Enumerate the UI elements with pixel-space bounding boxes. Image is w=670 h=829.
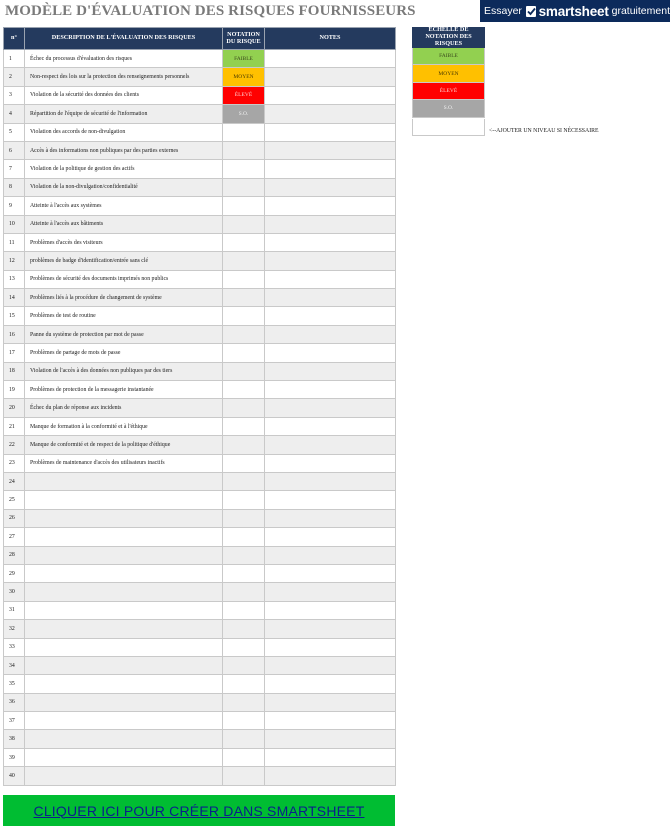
risk-assessment-table [3, 27, 396, 786]
row-description-cell[interactable] [25, 564, 223, 582]
row-number-cell: 25 [4, 491, 25, 509]
row-description-cell[interactable] [25, 730, 223, 748]
row-notes-cell[interactable] [265, 381, 396, 399]
table-row [4, 656, 396, 674]
row-description-cell[interactable]: Problèmes de sécurité des documents imprimés non publics [25, 270, 223, 288]
table-row [4, 86, 396, 104]
checkmark-icon [526, 6, 536, 17]
row-notes-cell[interactable] [265, 233, 396, 251]
add-level-note: <--AJOUTER UN NIVEAU SI NÉCESSAIRE [489, 128, 599, 134]
row-number-cell: 11 [4, 233, 25, 251]
table-row [4, 509, 396, 527]
row-description-cell[interactable] [25, 748, 223, 766]
table-row [4, 123, 396, 141]
row-description-cell[interactable] [25, 712, 223, 730]
table-row [4, 601, 396, 619]
table-row [4, 362, 396, 380]
row-rating-cell[interactable] [223, 509, 265, 527]
smartsheet-trial-banner[interactable] [480, 0, 670, 22]
row-number-cell: 4 [4, 105, 25, 123]
row-number-cell: 2 [4, 68, 25, 86]
row-rating-cell[interactable] [223, 215, 265, 233]
table-row [4, 675, 396, 693]
row-rating-cell[interactable]: MOYEN [223, 68, 265, 86]
row-number-cell: 32 [4, 620, 25, 638]
row-notes-cell[interactable] [265, 178, 396, 196]
row-description-cell[interactable]: Problèmes de test de routine [25, 307, 223, 325]
row-notes-cell[interactable] [265, 454, 396, 472]
row-number-cell: 21 [4, 417, 25, 435]
header-num: n° [4, 28, 25, 50]
row-number-cell: 18 [4, 362, 25, 380]
row-number-cell: 12 [4, 252, 25, 270]
row-number-cell: 9 [4, 197, 25, 215]
row-notes-cell[interactable] [265, 693, 396, 711]
row-notes-cell[interactable] [265, 344, 396, 362]
row-rating-cell[interactable] [223, 564, 265, 582]
table-row [4, 252, 396, 270]
row-description-cell[interactable]: Problèmes d'accès des visiteurs [25, 233, 223, 251]
row-notes-cell[interactable] [265, 215, 396, 233]
row-rating-cell[interactable] [223, 748, 265, 766]
row-number-cell: 5 [4, 123, 25, 141]
row-rating-cell[interactable] [223, 307, 265, 325]
table-row [4, 436, 396, 454]
row-number-cell: 28 [4, 546, 25, 564]
row-number-cell: 38 [4, 730, 25, 748]
header-description: DESCRIPTION DE L'ÉVALUATION DES RISQUES [25, 28, 223, 50]
table-header-row [4, 28, 396, 50]
table-row [4, 307, 396, 325]
row-notes-cell[interactable] [265, 620, 396, 638]
row-notes-cell[interactable] [265, 160, 396, 178]
table-row [4, 160, 396, 178]
banner-prefix: Essayer [484, 5, 522, 17]
row-description-cell[interactable]: Accès à des informations non publiques par des parties externes [25, 141, 223, 159]
row-notes-cell[interactable] [265, 472, 396, 490]
row-number-cell: 39 [4, 748, 25, 766]
scale-level-moyen[interactable]: MOYEN [412, 65, 485, 82]
row-notes-cell[interactable] [265, 197, 396, 215]
row-notes-cell[interactable] [265, 141, 396, 159]
row-rating-cell[interactable] [223, 528, 265, 546]
row-description-cell[interactable]: Problèmes de maintenance d'accès des utilisateurs inactifs [25, 454, 223, 472]
row-notes-cell[interactable] [265, 399, 396, 417]
row-rating-cell[interactable] [223, 638, 265, 656]
table-row [4, 546, 396, 564]
risk-scale-legend [412, 27, 485, 136]
row-notes-cell[interactable] [265, 270, 396, 288]
table-row [4, 105, 396, 123]
row-description-cell[interactable] [25, 472, 223, 490]
row-description-cell[interactable] [25, 656, 223, 674]
row-number-cell: 35 [4, 675, 25, 693]
row-rating-cell[interactable] [223, 491, 265, 509]
table-row [4, 748, 396, 766]
header-rating: NOTATION DU RISQUE [223, 28, 265, 50]
table-row [4, 638, 396, 656]
scale-header: ÉCHELLE DE NOTATION DES RISQUES [412, 27, 485, 48]
row-number-cell: 1 [4, 50, 25, 68]
row-rating-cell[interactable] [223, 767, 265, 785]
row-notes-cell[interactable] [265, 767, 396, 785]
row-description-cell[interactable]: Manque de conformité et de respect de la politique d'éthique [25, 436, 223, 454]
row-notes-cell[interactable] [265, 712, 396, 730]
table-row [4, 233, 396, 251]
row-rating-cell[interactable] [223, 583, 265, 601]
row-rating-cell[interactable] [223, 270, 265, 288]
row-notes-cell[interactable] [265, 528, 396, 546]
row-description-cell[interactable]: Échec du processus d'évaluation des risques [25, 50, 223, 68]
table-row [4, 178, 396, 196]
table-row [4, 528, 396, 546]
row-rating-cell[interactable] [223, 344, 265, 362]
table-row [4, 564, 396, 582]
row-number-cell: 6 [4, 141, 25, 159]
table-row [4, 289, 396, 307]
table-row [4, 270, 396, 288]
table-row [4, 693, 396, 711]
page-title: MODÈLE D'ÉVALUATION DES RISQUES FOURNISSEURS [5, 3, 416, 19]
row-number-cell: 40 [4, 767, 25, 785]
row-description-cell[interactable] [25, 509, 223, 527]
row-rating-cell[interactable] [223, 620, 265, 638]
row-number-cell: 22 [4, 436, 25, 454]
table-row [4, 730, 396, 748]
row-rating-cell[interactable] [223, 123, 265, 141]
row-notes-cell[interactable] [265, 252, 396, 270]
row-number-cell: 29 [4, 564, 25, 582]
header-notes: NOTES [265, 28, 396, 50]
row-description-cell[interactable] [25, 546, 223, 564]
row-number-cell: 30 [4, 583, 25, 601]
row-description-cell[interactable] [25, 675, 223, 693]
row-rating-cell[interactable] [223, 399, 265, 417]
row-number-cell: 13 [4, 270, 25, 288]
row-notes-cell[interactable] [265, 362, 396, 380]
row-description-cell[interactable] [25, 767, 223, 785]
table-row [4, 620, 396, 638]
row-notes-cell[interactable] [265, 748, 396, 766]
table-row [4, 215, 396, 233]
row-description-cell[interactable]: Problèmes liés à la procédure de changement de système [25, 289, 223, 307]
row-rating-cell[interactable] [223, 141, 265, 159]
table-row [4, 712, 396, 730]
scale-level-faible[interactable]: FAIBLE [412, 48, 485, 65]
scale-level-custom[interactable] [412, 119, 485, 136]
row-rating-cell[interactable] [223, 656, 265, 674]
row-number-cell: 27 [4, 528, 25, 546]
row-rating-cell[interactable] [223, 233, 265, 251]
row-number-cell: 24 [4, 472, 25, 490]
row-number-cell: 31 [4, 601, 25, 619]
row-description-cell[interactable]: Non-respect des lois sur la protection des renseignements personnels [25, 68, 223, 86]
row-notes-cell[interactable] [265, 86, 396, 104]
row-description-cell[interactable]: Échec du plan de réponse aux incidents [25, 399, 223, 417]
row-rating-cell[interactable]: ÉLEVÉ [223, 86, 265, 104]
row-description-cell[interactable]: Atteinte à l'accès aux systèmes [25, 197, 223, 215]
row-description-cell[interactable]: problèmes de badge d'identification/entrée sans clé [25, 252, 223, 270]
row-rating-cell[interactable] [223, 178, 265, 196]
row-notes-cell[interactable] [265, 68, 396, 86]
row-description-cell[interactable] [25, 638, 223, 656]
row-number-cell: 37 [4, 712, 25, 730]
row-rating-cell[interactable] [223, 730, 265, 748]
row-notes-cell[interactable] [265, 638, 396, 656]
row-number-cell: 34 [4, 656, 25, 674]
row-notes-cell[interactable] [265, 491, 396, 509]
row-rating-cell[interactable] [223, 381, 265, 399]
banner-brand: smartsheet [538, 3, 609, 19]
row-rating-cell[interactable] [223, 417, 265, 435]
banner-suffix: gratuitement [611, 5, 670, 17]
create-in-smartsheet-button[interactable] [3, 795, 395, 826]
table-row [4, 141, 396, 159]
table-row [4, 472, 396, 490]
row-rating-cell[interactable] [223, 362, 265, 380]
row-rating-cell[interactable] [223, 675, 265, 693]
row-notes-cell[interactable] [265, 583, 396, 601]
row-notes-cell[interactable] [265, 289, 396, 307]
table-row [4, 491, 396, 509]
row-notes-cell[interactable] [265, 325, 396, 343]
table-row [4, 325, 396, 343]
table-row [4, 583, 396, 601]
row-number-cell: 23 [4, 454, 25, 472]
row-rating-cell[interactable] [223, 472, 265, 490]
row-number-cell: 15 [4, 307, 25, 325]
table-row [4, 68, 396, 86]
row-rating-cell[interactable] [223, 712, 265, 730]
row-notes-cell[interactable] [265, 436, 396, 454]
row-notes-cell[interactable] [265, 675, 396, 693]
row-rating-cell[interactable] [223, 325, 265, 343]
row-description-cell[interactable] [25, 491, 223, 509]
row-rating-cell[interactable] [223, 252, 265, 270]
table-row [4, 417, 396, 435]
row-notes-cell[interactable] [265, 656, 396, 674]
row-description-cell[interactable] [25, 693, 223, 711]
cta-label[interactable]: CLIQUER ICI POUR CRÉER DANS SMARTSHEET [33, 802, 365, 819]
row-rating-cell[interactable]: S.O. [223, 105, 265, 123]
table-row [4, 197, 396, 215]
table-row [4, 767, 396, 785]
row-description-cell[interactable]: Problèmes de partage de mots de passe [25, 344, 223, 362]
row-notes-cell[interactable] [265, 730, 396, 748]
row-description-cell[interactable]: Problèmes de protection de la messagerie instantanée [25, 381, 223, 399]
row-rating-cell[interactable] [223, 546, 265, 564]
row-number-cell: 17 [4, 344, 25, 362]
row-number-cell: 10 [4, 215, 25, 233]
row-number-cell: 3 [4, 86, 25, 104]
row-description-cell[interactable]: Répartition de l'équipe de sécurité de l'information [25, 105, 223, 123]
row-number-cell: 33 [4, 638, 25, 656]
row-notes-cell[interactable] [265, 564, 396, 582]
row-rating-cell[interactable] [223, 160, 265, 178]
row-description-cell[interactable]: Manque de formation à la conformité et à l'éthique [25, 417, 223, 435]
row-notes-cell[interactable] [265, 123, 396, 141]
row-rating-cell[interactable] [223, 436, 265, 454]
row-number-cell: 8 [4, 178, 25, 196]
row-number-cell: 19 [4, 381, 25, 399]
row-rating-cell[interactable] [223, 454, 265, 472]
row-notes-cell[interactable] [265, 417, 396, 435]
table-row [4, 50, 396, 68]
row-notes-cell[interactable] [265, 307, 396, 325]
row-notes-cell[interactable] [265, 105, 396, 123]
row-number-cell: 14 [4, 289, 25, 307]
scale-level-so[interactable]: S.O. [412, 100, 485, 117]
row-description-cell[interactable] [25, 528, 223, 546]
row-rating-cell[interactable] [223, 289, 265, 307]
row-rating-cell[interactable] [223, 601, 265, 619]
row-number-cell: 36 [4, 693, 25, 711]
row-number-cell: 20 [4, 399, 25, 417]
row-description-cell[interactable] [25, 601, 223, 619]
row-description-cell[interactable]: Panne du système de protection par mot de passe [25, 325, 223, 343]
table-row [4, 344, 396, 362]
row-description-cell[interactable]: Violation de la politique de gestion des actifs [25, 160, 223, 178]
scale-level-eleve[interactable]: ÉLEVÉ [412, 83, 485, 100]
row-description-cell[interactable]: Violation de la sécurité des données des clients [25, 86, 223, 104]
row-notes-cell[interactable] [265, 509, 396, 527]
table-row [4, 381, 396, 399]
row-notes-cell[interactable] [265, 546, 396, 564]
row-description-cell[interactable] [25, 620, 223, 638]
row-rating-cell[interactable] [223, 693, 265, 711]
table-row [4, 454, 396, 472]
row-notes-cell[interactable] [265, 50, 396, 68]
row-number-cell: 7 [4, 160, 25, 178]
table-row [4, 399, 396, 417]
row-description-cell[interactable]: Violation de l'accès à des données non publiques par des tiers [25, 362, 223, 380]
row-description-cell[interactable]: Atteinte à l'accès aux bâtiments [25, 215, 223, 233]
row-number-cell: 16 [4, 325, 25, 343]
row-notes-cell[interactable] [265, 601, 396, 619]
row-description-cell[interactable]: Violation des accords de non-divulgation [25, 123, 223, 141]
row-number-cell: 26 [4, 509, 25, 527]
row-rating-cell[interactable]: FAIBLE [223, 50, 265, 68]
row-rating-cell[interactable] [223, 197, 265, 215]
row-description-cell[interactable]: Violation de la non-divulgation/confidentialité [25, 178, 223, 196]
row-description-cell[interactable] [25, 583, 223, 601]
